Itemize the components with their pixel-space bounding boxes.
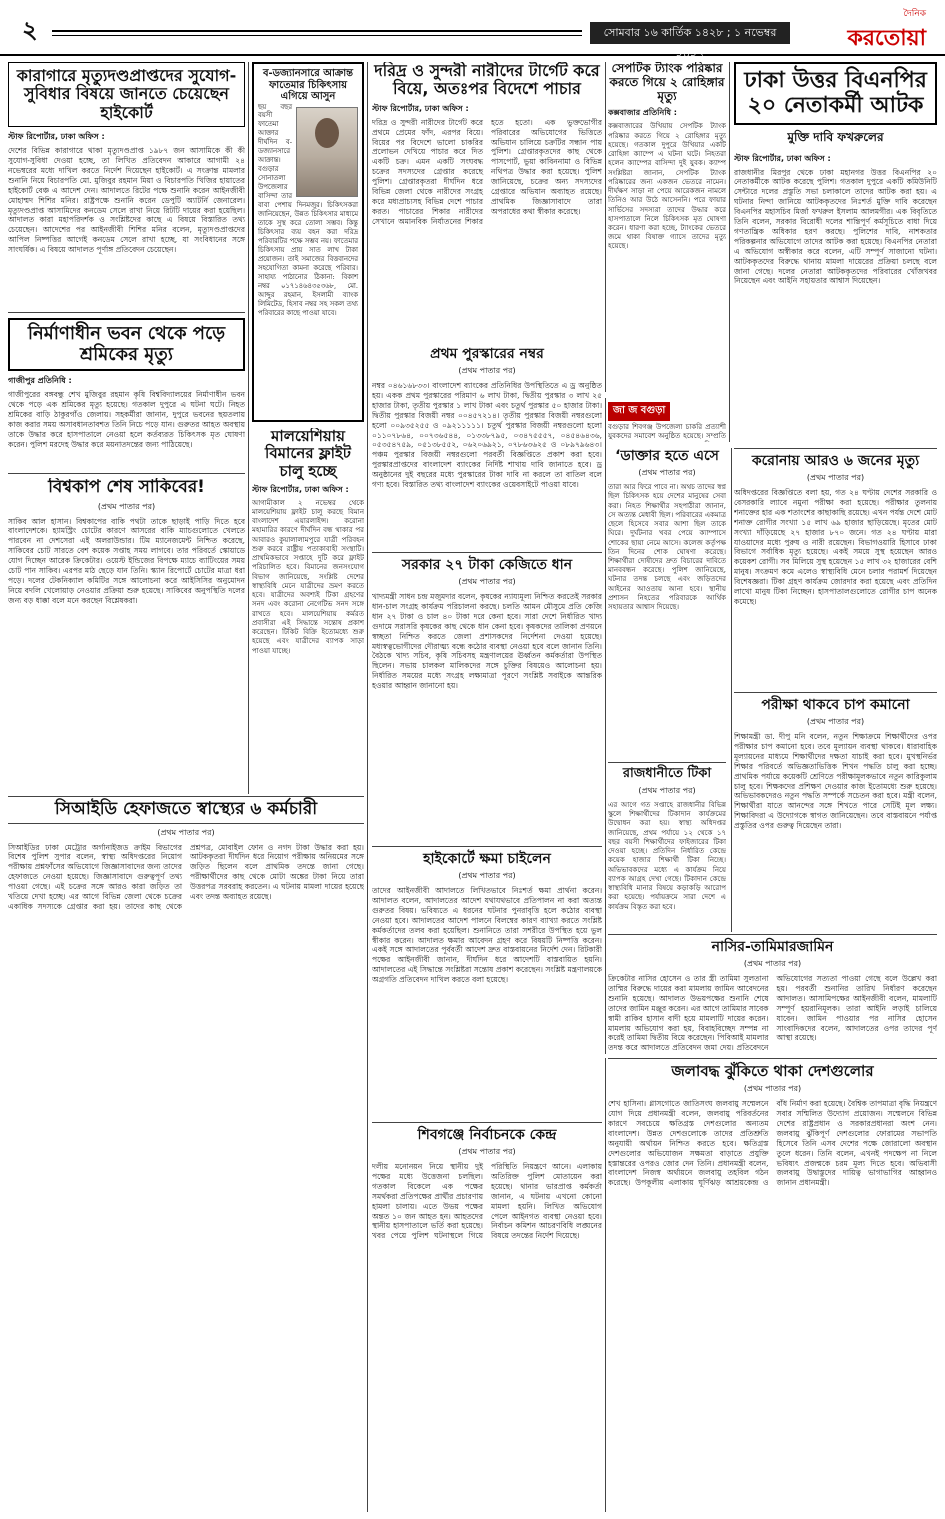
article-body: এর আগে গত সপ্তাহে রাজধানীর বিভিন্ন স্কুলে শিক্ষার্থীদের টিকাদান কার্যক্রমের উদ্বোধন করা হয়। স্বাস্থ্য অধিদপ্তর জানিয়েছে, প্রথম পর্যায়ে ১২ থেকে ১৭ বছর বয়সী শিক্ষার্থীদের ফাইজারের টিকা দেওয়া হচ্ছে। প্রতিদিন নির্ধারিত কেন্দ্রে কয়েক হাজার শিক্ষার্থী টিকা নিচ্ছে। অভিভাবকদের মধ্যে এ কার্যক্রম নিয়ে ব্যাপক আগ্রহ দেখা গেছে। টিকাদান কেন্দ্রে স্বাস্থ্যবিধি মানার বিষয়ে কড়াকড়ি আরোপ করা হয়েছে। পর্যায়ক্রমে সারা দেশে এ কার্যক্রম বিস্তৃত করা হবে। xyxy=(608,800,726,911)
headline: পরীক্ষা থাকবে চাপ কমানো xyxy=(734,692,937,713)
article-body: খাদ্যমন্ত্রী সাধন চন্দ্র মজুমদার বলেন, কৃষকের ন্যায্যমূল্য নিশ্চিত করতেই সরকার ধান-চাল সংগ্রহ কার্যক্রম পরিচালনা করছে। চলতি আমন মৌসুমে প্রতি কেজি ধান ২৭ টাকা ও চাল ৪০ টাকা দরে কেনা হবে। সারা দেশে নির্ধারিত খাদ্য গুদামে সরাসরি কৃষকের কাছ থেকে ধান কেনা হবে। কৃষকদের তালিকা প্রণয়নে স্বচ্ছতা নিশ্চিত করতে জেলা প্রশাসকদের নির্দেশনা দেওয়া হয়েছে। মধ্যস্বত্বভোগীদের দৌরাত্ম্য বন্ধে কঠোর ব্যবস্থা নেওয়া হবে বলে জানান তিনি। বৈঠকে খাদ্য সচিব, কৃষি সচিবসহ মন্ত্রণালয়ের ঊর্ধ্বতন কর্মকর্তারা উপস্থিত ছিলেন। সভায় চালকল মালিকদের সঙ্গে চুক্তির বিষয়েও আলোচনা হয়। নির্ধারিত সময়ের মধ্যে সংগ্রহ লক্ষ্যমাত্রা পূরণে সংশ্লিষ্ট সবাইকে আন্তরিক হওয়ার আহ্বান জানানো হয়। xyxy=(372,592,602,691)
article-body: সাকিব আল হাসান। বিশ্বকাপের বাকি পথটা তাকে ছাড়াই পাড়ি দিতে হবে বাংলাদেশকে। হ্যামস্ট্রিং চোটের কারণে আসরের বাকি ম্যাচগুলোতে খেলতে পারবেন না দেশসেরা এই অলরাউন্ডার। টিম ম্যানেজমেন্ট নিশ্চিত করেছে, সাকিবের চোট সারতে বেশ কয়েক সপ্তাহ সময় লাগবে। তার পরিবর্তে স্কোয়াডে যোগ দিচ্ছেন আরেক ক্রিকেটার। ওয়েস্ট ইন্ডিজের বিপক্ষে ম্যাচে ব্যাটিংয়ের সময় চোট পান সাকিব। এরপর মাঠ ছেড়ে যান তিনি। স্ক্যান রিপোর্টে চোটের মাত্রা ধরা পড়ে। দলের টেকনিক্যাল কমিটির সঙ্গে আলোচনা করে আইসিসির অনুমোদন নিয়ে বদলি খেলোয়াড় নেওয়ার প্রক্রিয়া শুরু হয়েছে। সাকিবের অনুপস্থিতি দলের জন্য বড় ধাক্কা বলে মনে করছেন বিশ্লেষকরা। xyxy=(8,516,245,605)
logo-big: করতোয়া xyxy=(847,26,926,51)
logo-small: দৈনিক xyxy=(903,9,926,19)
article-doctor xyxy=(608,448,726,758)
continued-label: (প্রথম পাতার পর) xyxy=(458,577,516,587)
newspaper-logo xyxy=(800,6,926,50)
headline: প্রথম পুরস্কারের নম্বর xyxy=(430,346,544,362)
column-rule xyxy=(605,62,606,392)
continued-label: (প্রথম পাতার পর) xyxy=(157,827,215,837)
byline: গাজীপুর প্রতিনিধি : xyxy=(8,376,72,386)
article-body: বগুড়ার শিবগঞ্জ উপজেলা চাকরি প্রত্যাশী যুবকদের সমাবেশ অনুষ্ঠিত হয়েছে। সম্প্রতি xyxy=(608,423,726,441)
article-paddy xyxy=(372,552,602,842)
headline: দরিদ্র ও সুন্দরী নারীদের টার্গেট করে বিয়ে, অতঃপর বিদেশে পাচার xyxy=(374,62,600,99)
article-body: শেখ হাসিনা। গ্লাসগোতে জাতিসংঘ জলবায়ু সম্মেলনে যোগ দিয়ে প্রধানমন্ত্রী বলেন, জলবায়ু পরিবর্তনের কারণে সবচেয়ে ক্ষতিগ্রস্ত দেশগুলোর অন্যতম বাংলাদেশ। উন্নত দেশগুলোকে তাদের প্রতিশ্রুতি অনুযায়ী অর্থায়ন নিশ্চিত করতে হবে। ক্ষতিগ্রস্ত দেশগুলোর অভিযোজন সক্ষমতা বাড়াতে প্রযুক্তি হস্তান্তরের ওপরও জোর দেন তিনি। প্রধানমন্ত্রী বলেন, বাংলাদেশ নিজস্ব অর্থায়নে জলবায়ু তহবিল গঠন করেছে। উপকূলীয় এলাকায় ঘূর্ণিঝড় আশ্রয়কেন্দ্র ও বাঁধ নির্মাণ করা হয়েছে। বৈশ্বিক তাপমাত্রা বৃদ্ধি নিয়ন্ত্রণে সবার সম্মিলিত উদ্যোগ প্রয়োজন। সম্মেলনে বিভিন্ন দেশের রাষ্ট্রপ্রধান ও সরকারপ্রধানরা অংশ নেন। জলবায়ু ঝুঁকিপূর্ণ দেশগুলোর ফোরামের সভাপতি হিসেবে তিনি এসব দেশের পক্ষে জোরালো অবস্থান তুলে ধরেন। তিনি বলেন, এখনই পদক্ষেপ না নিলে ভবিষ্যৎ প্রজন্মকে চরম মূল্য দিতে হবে। অভিবাসী জলবায়ু উদ্বাস্তুদের দায়িত্ব ভাগাভাগির আহ্বানও জানান প্রধানমন্ত্রী। xyxy=(608,1099,937,1188)
article-body: রাজধানীর মিরপুর থেকে ঢাকা মহানগর উত্তর বিএনপির ২০ নেতাকর্মীকে আটক করেছে পুলিশ। গতকাল দুপুরে একটি কমিউনিটি সেন্টারে দলের প্রস্তুতি সভা চলাকালে তাদের আটক করা হয়। এ ঘটনার নিন্দা জানিয়ে আটককৃতদের নিঃশর্ত মুক্তি দাবি করেছেন বিএনপির মহাসচিব মির্জা ফখরুল ইসলাম আলমগীর। এক বিবৃতিতে তিনি বলেন, সরকার বিরোধী দলের শান্তিপূর্ণ কর্মসূচিতে বাধা দিয়ে গণতান্ত্রিক অধিকার হরণ করছে। পুলিশের দাবি, নাশকতার পরিকল্পনার অভিযোগে তাদের আটক করা হয়েছে। বিএনপির নেতারা এ অভিযোগ অস্বীকার করে বলেন, এটি সম্পূর্ণ সাজানো ঘটনা। আটককৃতদের বিরুদ্ধে থানায় মামলা দায়েরের প্রক্রিয়া চলছে বলে জানা গেছে। দলের নেতারা আটককৃতদের পরিবারের খোঁজখবর নিয়েছেন এবং আইনি সহায়তার আশ্বাস দিয়েছেন। xyxy=(734,167,937,286)
headline: মালয়েশিয়ায় বিমানের ফ্লাইট চালু হচ্ছে xyxy=(265,428,351,480)
article-bnp xyxy=(734,62,937,442)
article-body: নম্বর ০৪৬১৬৮৩৩। বাংলাদেশ ব্যাংকের প্রতিনিধির উপস্থিতিতে এ ড্র অনুষ্ঠিত হয়। একক প্রথম পুরস্কারের পরিমাণ ৬ লাখ টাকা, দ্বিতীয় পুরস্কার ৩ লাখ ২৫ হাজার টাকা, তৃতীয় পুরস্কার ১ লাখ টাকা এবং চতুর্থ পুরস্কার ৫০ হাজার টাকা। দ্বিতীয় পুরস্কার বিজয়ী নম্বর ০০৪৫৭২১৪। তৃতীয় পুরস্কার বিজয়ী নম্বরগুলো হলো ০০৯৩৫২৫৫ ও ০৯২১১১১১। চতুর্থ পুরস্কার বিজয়ী নম্বরগুলো হলো ০১১০৭৮৬৪, ০০৭৩৬৫৪৪, ০১৩৩৮৭৯৫, ০৩৪৭৫৫৫৭, ০৪৫৪৬৪৩৬, ০৫৩৫৪৭৫৯, ০৫১৩৮৫৫২, ০৬২০৬৯২১, ০৭৮৬৩৬২৫ ও ০৮৯৭৯৬৪৩। পঞ্চম পুরস্কার বিজয়ী নম্বরগুলো পরবর্তী বিজ্ঞপ্তিতে প্রকাশ করা হবে। পুরস্কারপ্রাপ্তদের বাংলাদেশ ব্যাংকের নির্দিষ্ট শাখায় দাবি জানাতে হবে। ড্র অনুষ্ঠানের দুই বছরের মধ্যে পুরস্কারের টাকা দাবি না করলে তা বাতিল বলে গণ্য হবে। বিস্তারিত তথ্য বাংলাদেশ ব্যাংকের ওয়েবসাইটে পাওয়া যাবে। xyxy=(372,381,602,489)
article-appeal xyxy=(252,62,364,422)
article-body: কক্সবাজারের উখিয়ায় সেপটিক ট্যাংক পরিষ্কার করতে গিয়ে ২ রোহিঙ্গার মৃত্যু হয়েছে। গতকাল দুপুরে উখিয়ার একটি রোহিঙ্গা ক্যাম্পে এ ঘটনা ঘটে। নিহতরা হলেন ক্যাম্পের বাসিন্দা দুই যুবক। ক্যাম্প সংশ্লিষ্টরা জানান, সেপটিক ট্যাংক পরিষ্কারের জন্য একজন ভেতরে নামেন। দীর্ঘক্ষণ সাড়া না পেয়ে আরেকজন নামলে তিনিও আর উঠে আসেননি। পরে ফায়ার সার্ভিসের সদস্যরা তাদের উদ্ধার করে হাসপাতালে নিলে চিকিৎসক মৃত ঘোষণা করেন। ধারণা করা হচ্ছে, ট্যাংকের ভেতরে জমে থাকা বিষাক্ত গ্যাসে তাদের মৃত্যু হয়েছে। xyxy=(608,122,726,251)
continued-label: (প্রথম পাতার পর) xyxy=(743,959,802,969)
byline: স্টাফ রিপোর্টার, ঢাকা অফিস : xyxy=(8,132,105,142)
headline: বিশ্বকাপ শেষ সাকিবের! xyxy=(48,478,205,497)
continued-label: (প্রথম পাতার পর) xyxy=(458,871,516,881)
headline: হাইকোর্টে ক্ষমা চাইলেন xyxy=(372,846,602,867)
continued-label: (প্রথম পাতার পর) xyxy=(458,366,516,376)
continued-label: (প্রথম পাতার পর) xyxy=(458,1147,516,1157)
divider xyxy=(8,473,245,474)
continued-label: (প্রথম পাতার পর) xyxy=(806,717,865,727)
article-body: তাদের আইনজীবী আদালতে লিখিতভাবে নিঃশর্ত ক্ষমা প্রার্থনা করেন। আদালত বলেন, আদালতের আদেশ যথাযথভাবে প্রতিপালন না করা অত্যন্ত গুরুতর বিষয়। ভবিষ্যতে এ ধরনের ঘটনার পুনরাবৃত্তি হলে কঠোর ব্যবস্থা নেওয়া হবে। আদালতের আদেশ পালনে বিলম্বের কারণ ব্যাখ্যা করতে সংশ্লিষ্ট কর্মকর্তাদের তলব করা হয়েছিল। শুনানিতে তারা সশরীরে উপস্থিত হয়ে ভুল স্বীকার করেন। আদালত ক্ষমার আবেদন গ্রহণ করে বিষয়টি নিষ্পত্তি করেন। একই সঙ্গে আদালতের পূর্ববর্তী আদেশ দ্রুত বাস্তবায়নের নির্দেশ দেন। রিটকারী পক্ষের আইনজীবী জানান, দীর্ঘদিন ধরে আদেশটি বাস্তবায়িত হয়নি। আদালতের এই সিদ্ধান্তে সংশ্লিষ্টরা সন্তোষ প্রকাশ করেছেন। সংশ্লিষ্ট মন্ত্রণালয়কে অগ্রগতি প্রতিবেদন দাখিল করতে বলা হয়েছে। xyxy=(372,886,602,985)
headline: রাজধানীতে টিকা xyxy=(608,762,726,782)
article-world-cup xyxy=(8,478,245,794)
article-corona xyxy=(734,448,937,688)
article-death-row xyxy=(8,62,245,310)
article-body: দলীয় মনোনয়ন নিয়ে স্থানীয় দুই পক্ষের মধ্যে উত্তেজনা চলছিল। গতকাল বিকেলে এক পক্ষের সমর্থকরা প্রতিপক্ষের প্রার্থীর প্রচারণায় হামলা চালায়। এতে উভয় পক্ষের অন্তত ১০ জন আহত হন। আহতদের স্থানীয় হাসপাতালে ভর্তি করা হয়েছে। খবর পেয়ে পুলিশ ঘটনাস্থলে গিয়ে পরিস্থিতি নিয়ন্ত্রণে আনে। এলাকায় অতিরিক্ত পুলিশ মোতায়েন করা হয়েছে। থানার ভারপ্রাপ্ত কর্মকর্তা জানান, এ ঘটনায় এখনো কোনো মামলা হয়নি। লিখিত অভিযোগ পেলে আইনগত ব্যবস্থা নেওয়া হবে। নির্বাচন কমিশন আচরণবিধি লঙ্ঘনের বিষয়ে তদন্তের নির্দেশ দিয়েছে। xyxy=(372,1162,602,1241)
headline: ব-ডজ্যানসারে আক্রান্ত ফাতেমার চিকিৎসায় এগিয়ে আসুন xyxy=(262,68,354,102)
article-trafficking xyxy=(372,62,602,342)
headline: কারাগারে মৃত্যুদণ্ডপ্রাপ্তদের সুযোগ-সুবিধার বিষয়ে জানতে চেয়েছেন হাইকোর্ট xyxy=(8,62,245,127)
article-body: দেশের বিভিন্ন কারাগারে থাকা মৃত্যুদণ্ডপ্রাপ্ত ১৯৮৭ জন আসামিকে কী কী সুযোগ-সুবিধা দেওয়া হচ্ছে, তা লিখিত প্রতিবেদন আকারে আগামী ২৪ নভেম্বরের মধ্যে দাখিল করতে নির্দেশ দিয়েছেন হাইকোর্ট। এ সংক্রান্ত মামলার শুনানি নিয়ে বিচারপতি মো. মুজিবুর রহমান মিয়া ও বিচারপতি খিজির হায়াতের হাইকোর্ট বেঞ্চ এ আদেশ দেন। আদালতে রিটের পক্ষে শুনানি করেন আইনজীবী মোহাম্মদ শিশির মনির। রাষ্ট্রপক্ষে শুনানি করেন ডেপুটি অ্যাটর্নি জেনারেল। মৃত্যুদণ্ডপ্রাপ্ত আসামিদের কনডেম সেলে রাখা নিয়ে রিটটি দায়ের করা হয়েছিল। আদালত কারা মহাপরিদর্শক ও সংশ্লিষ্টদের কাছে এ বিষয়ে বিস্তারিত তথ্য চেয়েছেন। আদেশের পর আইনজীবী শিশির মনির বলেন, মৃত্যুদণ্ডপ্রাপ্তদের আপিল নিষ্পত্তির আগেই কনডেম সেলে রাখা হচ্ছে, যা সংবিধানের সঙ্গে সাংঘর্ষিক। এ বিষয়ে আদালত পূর্ণাঙ্গ প্রতিবেদন চেয়েছেন। xyxy=(8,146,245,255)
child-photo xyxy=(296,107,358,197)
article-building xyxy=(8,318,245,470)
byline: কক্সবাজার প্রতিনিধি : xyxy=(608,108,677,118)
headline: ‘ডাক্তার হতে এসে xyxy=(615,448,719,464)
continued-label: (প্রথম পাতার পর) xyxy=(638,785,696,795)
headline: শিবগঞ্জে নির্বাচনকে কেন্দ্র xyxy=(372,1122,602,1143)
headline: সিআইডি হেফাজতে স্বাস্থ্যের ৬ কর্মচারী xyxy=(8,796,364,824)
masthead xyxy=(0,0,945,61)
article-cid xyxy=(8,796,364,1508)
subheadline: মুক্তি দাবি ফখরুলের xyxy=(787,129,884,144)
headline: সেপটিক ট্যাংক পরিষ্কার করতে গিয়ে ২ রোহিঙ্গার মৃত্যু xyxy=(609,62,725,103)
byline: স্টাফ রিপোর্টার, ঢাকা অফিস : xyxy=(372,103,469,113)
column-rule xyxy=(605,1058,606,1512)
column-rule xyxy=(729,62,730,442)
article-exam xyxy=(734,692,937,932)
masthead-rule xyxy=(52,30,582,36)
byline: স্টাফ রিপোর্টার, ঢাকা অফিস : xyxy=(252,484,349,494)
article-waterlogging xyxy=(608,1058,937,1512)
column-rule xyxy=(605,398,606,1054)
article-body: গাজীপুরের বঙ্গবন্ধু শেখ মুজিবুর রহমান কৃষি বিশ্ববিদ্যালয়ের নির্মাণাধীন ভবন থেকে পড়ে এক শ্রমিকের মৃত্যু হয়েছে। গতকাল দুপুরে এ ঘটনা ঘটে। নিহত শ্রমিকের বাড়ি ঠাকুরগাঁও জেলায়। সহকর্মীরা জানান, দুপুরে ভবনের ছয়তলায় কাজ করার সময় অসাবধানতাবশত তিনি নিচে পড়ে যান। গুরুতর আহত অবস্থায় তাকে উদ্ধার করে হাসপাতালে নেওয়া হলে কর্তব্যরত চিকিৎসক মৃত ঘোষণা করেন। পুলিশ মরদেহ উদ্ধার করে ময়নাতদন্তের জন্য পাঠিয়েছে। xyxy=(8,390,245,449)
continued-label: (প্রথম পাতার পর) xyxy=(97,501,156,511)
article-prize xyxy=(372,346,602,546)
section-kicker: জা জ বগুড়া xyxy=(608,402,670,421)
column-rule xyxy=(248,62,249,794)
page-number: ২ xyxy=(22,15,38,44)
article-body: শিক্ষামন্ত্রী ডা. দীপু মনি বলেন, নতুন শিক্ষাক্রমে শিক্ষার্থীদের ওপর পরীক্ষার চাপ কমানো হবে। তবে মূল্যায়ন ব্যবস্থা থাকবে। ধারাবাহিক মূল্যায়নের মাধ্যমে শিক্ষার্থীদের দক্ষতা যাচাই করা হবে। মুখস্থনির্ভর শিক্ষার পরিবর্তে অভিজ্ঞতাভিত্তিক শিখন পদ্ধতি চালু করা হচ্ছে। প্রাথমিক পর্যায়ে কয়েকটি শ্রেণিতে পরীক্ষামূলকভাবে নতুন কারিকুলাম চালু হবে। শিক্ষকদের প্রশিক্ষণ দেওয়ার কাজ ইতোমধ্যে শুরু হয়েছে। অভিভাবকদেরও নতুন পদ্ধতি সম্পর্কে সচেতন করা হবে। মন্ত্রী বলেন, শিক্ষার্থীরা যাতে আনন্দের সঙ্গে শিখতে পারে সেটিই মূল লক্ষ্য। শিক্ষাবিদরা এ উদ্যোগকে স্বাগত জানিয়েছেন। তবে বাস্তবায়নে পর্যাপ্ত প্রস্তুতির ওপর গুরুত্ব দিয়েছেন তারা। xyxy=(734,732,937,831)
article-high-court-pardon xyxy=(372,846,602,1118)
headline: সরকার ২৭ টাকা কেজিতে ধান xyxy=(372,552,602,573)
article-malaysia xyxy=(252,428,364,794)
headline: নাসির-তামিমারজামিন xyxy=(608,934,937,955)
column-rule xyxy=(367,62,368,1512)
headline: ঢাকা উত্তর বিএনপির ২০ নেতাকর্মী আটক xyxy=(734,62,937,125)
article-nasir xyxy=(608,934,937,1054)
article-body: অধিদপ্তরের বিজ্ঞপ্তিতে বলা হয়, গত ২৪ ঘণ্টায় দেশের সরকারি ও বেসরকারি ল্যাবে নমুনা পরীক্ষা করা হয়েছে। পরীক্ষার তুলনায় শনাক্তের হার এক শতাংশের কাছাকাছি রয়েছে। এখন পর্যন্ত দেশে মোট শনাক্ত রোগীর সংখ্যা ১৫ লাখ ৬৯ হাজার ছাড়িয়েছে। মৃতের মোট সংখ্যা দাঁড়িয়েছে ২৭ হাজার ৮৭০ জনে। গত ২৪ ঘণ্টায় মারা যাওয়াদের মধ্যে পুরুষ ও নারী রয়েছেন। বিভাগওয়ারি হিসাবে ঢাকা বিভাগে সর্বাধিক মৃত্যু হয়েছে। একই সময়ে সুস্থ হয়েছেন আরও কয়েকশ রোগী। সব মিলিয়ে সুস্থ হয়েছেন ১৫ লাখ ৩২ হাজারের বেশি মানুষ। সংক্রমণ কমে এলেও স্বাস্থ্যবিধি মেনে চলার পরামর্শ দিয়েছেন বিশেষজ্ঞরা। টিকা গ্রহণ কার্যক্রম জোরদার করা হয়েছে এবং প্রতিদিন লাখো মানুষ টিকা নিচ্ছেন। হাসপাতালগুলোতে রোগীর চাপ অনেক কমেছে। xyxy=(734,488,937,606)
article-body: সিআইডির ঢাকা মেট্রোর অর্গানাইজড ক্রাইম বিভাগের বিশেষ পুলিশ সুপার বলেন, স্বাস্থ্য অধিদপ্তরের নিয়োগ পরীক্ষায় প্রশ্নফাঁসের অভিযোগে জিজ্ঞাসাবাদের জন্য তাদের হেফাজতে নেওয়া হয়েছে। জিজ্ঞাসাবাদে গুরুত্বপূর্ণ তথ্য পাওয়া গেছে। এই চক্রের সঙ্গে আরও কারা জড়িত তা খতিয়ে দেখা হচ্ছে। এর আগে বিভিন্ন জেলা থেকে চক্রের একাধিক সদস্যকে গ্রেপ্তার করা হয়। তাদের কাছ থেকে প্রশ্নপত্র, মোবাইল ফোন ও নগদ টাকা উদ্ধার করা হয়। আটককৃতরা দীর্ঘদিন ধরে নিয়োগ পরীক্ষায় অনিয়মের সঙ্গে জড়িত ছিলেন বলে প্রাথমিক তদন্তে জানা গেছে। পরীক্ষার্থীদের কাছ থেকে মোটা অঙ্কের টাকা নিয়ে তারা উত্তরপত্র সরবরাহ করতেন। এ ঘটনায় মামলা দায়ের হয়েছে এবং তদন্ত অব্যাহত রয়েছে। xyxy=(8,842,364,911)
continued-label: (প্রথম পাতার পর) xyxy=(806,473,865,483)
continued-label: (প্রথম পাতার পর) xyxy=(638,468,696,478)
article-shibganj xyxy=(372,1122,602,1512)
divider xyxy=(8,312,245,313)
column-rule xyxy=(731,448,732,932)
article-body: তারা আর ফিরে পাবে না। অথচ তাদের স্বপ্ন ছিল চিকিৎসক হয়ে দেশের মানুষের সেবা করা। নিহত শিক্ষার্থীর সহপাঠীরা জানান, সে অত্যন্ত মেধাবী ছিল। পরিবারের একমাত্র ছেলে হিসেবে সবার আশা ছিল তাকে ঘিরে। দুর্ঘটনার খবর পেয়ে ক্যাম্পাসে শোকের ছায়া নেমে আসে। কলেজ কর্তৃপক্ষ তিন দিনের শোক ঘোষণা করেছে। শিক্ষার্থীরা দোষীদের দ্রুত বিচারের দাবিতে মানববন্ধন করেছে। পুলিশ জানিয়েছে, ঘটনার তদন্ত চলছে এবং জড়িতদের আইনের আওতায় আনা হবে। স্থানীয় প্রশাসন নিহতের পরিবারকে আর্থিক সহায়তার আশ্বাস দিয়েছে। xyxy=(608,483,726,612)
article-septic xyxy=(608,62,726,392)
headline: জলাবদ্ধ ঝুঁকিতে থাকা দেশগুলোর xyxy=(608,1058,937,1080)
article-body: দরিদ্র ও সুন্দরী নারীদের টার্গেট করে প্রথমে প্রেমের ফাঁদ, এরপর বিয়ে। বিয়ের পর বিদেশে ভালো চাকরির প্রলোভন দেখিয়ে পাচার করে দিত একটি চক্র। এমন একটি সংঘবদ্ধ চক্রের সদস্যদের গ্রেপ্তার করেছে পুলিশ। গ্রেপ্তারকৃতরা দীর্ঘদিন ধরে বিভিন্ন জেলা থেকে নারীদের সংগ্রহ করে মধ্যপ্রাচ্যসহ বিভিন্ন দেশে পাচার করত। পাচারের শিকার নারীদের সেখানে অমানবিক নির্যাতনের শিকার হতে হতো। এক ভুক্তভোগীর পরিবারের অভিযোগের ভিত্তিতে অভিযান চালিয়ে চক্রটির সন্ধান পায় পুলিশ। গ্রেপ্তারকৃতদের কাছ থেকে পাসপোর্ট, ভুয়া কাবিননামা ও বিভিন্ন নথিপত্র উদ্ধার করা হয়েছে। পুলিশ জানিয়েছে, চক্রের অন্য সদস্যদের গ্রেপ্তারে অভিযান অব্যাহত রয়েছে। প্রাথমিক জিজ্ঞাসাবাদে তারা অপরাধের কথা স্বীকার করেছে। xyxy=(372,117,602,226)
article-bogura-news xyxy=(608,398,726,442)
article-body: ছয় বছর বয়সী ফাতেমা আক্তার দীর্ঘদিন ব-ডজ্যানসারে আক্রান্ত। বগুড়ার সোনাতলা উপজেলার বাসিন্দা তার বাবা পেশায় দিনমজুর। চিকিৎসকরা জানিয়েছেন, উন্নত চিকিৎসার মাধ্যমে তাকে সুস্থ করে তোলা সম্ভব। কিন্তু চিকিৎসার ব্যয় বহন করা দরিদ্র পরিবারটির পক্ষে সম্ভব নয়। ফাতেমার চিকিৎসায় প্রায় সাত লাখ টাকা প্রয়োজন। তাই সমাজের বিত্তবানদের সহযোগিতা কামনা করেছে পরিবার। সাহায্য পাঠানোর ঠিকানা: বিকাশ নম্বর ০১৭১৪৬৪৩৫৩৬৮, মো. আব্দুর রহমান, ইসলামী ব্যাংক লিমিটেড, হিসাব নম্বর সহ সকল তথ্য পরিবারের কাছে পাওয়া যাবে। xyxy=(258,102,358,317)
date-line: সোমবার ১৬ কার্তিক ১৪২৮ ; ১ নভেম্বর ২০২১ xyxy=(590,22,790,44)
article-body: আগামীকাল ২ নভেম্বর থেকে মালয়েশিয়ায় ফ্লাইট চালু করছে বিমান বাংলাদেশ এয়ারলাইন্স। করোনা মহামারির কারণে দীর্ঘদিন বন্ধ থাকার পর আবারও কুয়ালালামপুরে যাত্রী পরিবহন শুরু করবে রাষ্ট্রীয় পতাকাবাহী সংস্থাটি। প্রাথমিকভাবে সপ্তাহে দুটি করে ফ্লাইট পরিচালিত হবে। বিমানের জনসংযোগ বিভাগ জানিয়েছে, সংশ্লিষ্ট দেশের স্বাস্থ্যবিধি মেনে যাত্রীদের ভ্রমণ করতে হবে। যাত্রীদের অবশ্যই টিকা গ্রহণের সনদ এবং করোনা নেগেটিভ সনদ সঙ্গে রাখতে হবে। মালয়েশিয়ায় কর্মরত প্রবাসীরা এই সিদ্ধান্তে সন্তোষ প্রকাশ করেছেন। টিকিট বিক্রি ইতোমধ্যে শুরু হয়েছে এবং যাত্রীদের ব্যাপক সাড়া পাওয়া যাচ্ছে। xyxy=(252,498,364,655)
byline: স্টাফ রিপোর্টার, ঢাকা অফিস : xyxy=(734,153,831,163)
article-body: ক্রিকেটার নাসির হোসেন ও তার স্ত্রী তামিমা সুলতানা তাম্মির বিরুদ্ধে দায়ের করা মামলায় জামিন আবেদনের শুনানি হয়েছে। আদালত উভয়পক্ষের শুনানি শেষে তাদের জামিন মঞ্জুর করেন। এর আগে তামিমার সাবেক স্বামী রাকিব হাসান বাদী হয়ে মামলাটি দায়ের করেন। মামলায় অভিযোগ করা হয়, বিবাহবিচ্ছেদ সম্পন্ন না করেই তামিমা দ্বিতীয় বিয়ে করেছেন। পিবিআই মামলার তদন্ত করে আদালতে প্রতিবেদন জমা দেয়। প্রতিবেদনে অভিযোগের সত্যতা পাওয়া গেছে বলে উল্লেখ করা হয়। পরবর্তী শুনানির তারিখ নির্ধারণ করেছেন আদালত। আসামিপক্ষের আইনজীবী বলেন, মামলাটি সম্পূর্ণ হয়রানিমূলক। তারা আইনি লড়াই চালিয়ে যাবেন। জামিন পাওয়ার পর নাসির হোসেন সাংবাদিকদের বলেন, আদালতের ওপর তাদের পূর্ণ আস্থা রয়েছে। xyxy=(608,974,937,1053)
continued-label: (প্রথম পাতার পর) xyxy=(743,1084,802,1094)
headline: নির্মাণাধীন ভবন থেকে পড়ে শ্রমিকের মৃত্যু xyxy=(8,318,245,371)
headline: করোনায় আরও ৬ জনের মৃত্যু xyxy=(734,448,937,469)
